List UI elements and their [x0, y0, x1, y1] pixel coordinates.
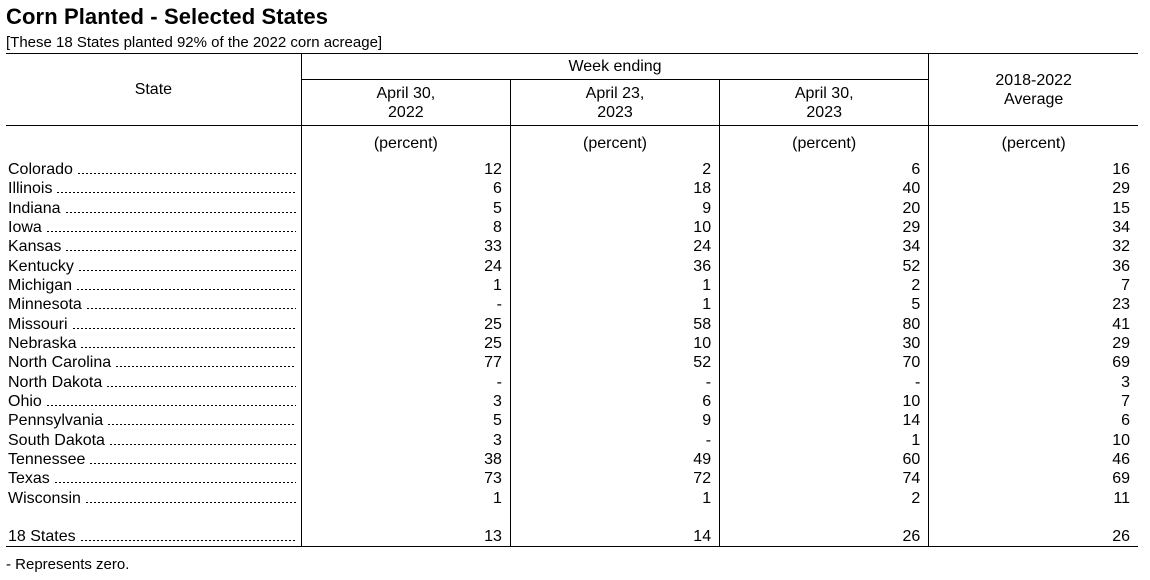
value-cell: 74 [720, 469, 929, 488]
unit-cell: (percent) [1001, 134, 1066, 152]
value-cell: 29 [1112, 335, 1130, 353]
table-row [6, 411, 1138, 430]
unit-cell: (percent) [510, 126, 719, 161]
average-header-line2: Average [1003, 90, 1064, 108]
state-label-leader [8, 334, 296, 353]
column-header-april-30-2022 [301, 80, 510, 126]
value-cell: 10 [510, 218, 719, 237]
dot-leader [56, 192, 296, 193]
value-cell: - [510, 373, 719, 392]
value-cell: 52 [510, 353, 719, 372]
dot-leader [106, 386, 296, 387]
value-cell: 14 [510, 527, 719, 547]
corn-planted-table [6, 53, 1138, 547]
state-name: Indiana [8, 199, 61, 217]
dot-leader [46, 405, 296, 406]
dot-leader [80, 347, 296, 348]
value-cell: 8 [301, 218, 510, 237]
state-cell [6, 489, 301, 508]
value-cell: 70 [720, 353, 929, 372]
state-cell [6, 392, 301, 411]
dot-leader [46, 231, 296, 232]
value-cell: 77 [301, 353, 510, 372]
state-name: Pennsylvania [8, 412, 104, 430]
table-row [6, 353, 1138, 372]
value-cell: 72 [510, 469, 719, 488]
table-row [6, 392, 1138, 411]
value-cell: 33 [301, 237, 510, 256]
column-header-april-23-2023 [510, 80, 719, 126]
table-row [6, 334, 1138, 353]
value-cell: 6 [1121, 412, 1130, 430]
value-cell: 1 [510, 295, 719, 314]
dot-leader [107, 424, 296, 425]
state-cell [6, 373, 301, 392]
state-label-leader [8, 160, 296, 179]
state-name: Wisconsin [8, 489, 81, 507]
value-cell: 1 [301, 276, 510, 295]
state-label-leader [8, 411, 296, 430]
state-cell [6, 179, 301, 198]
value-cell: 30 [720, 334, 929, 353]
state-label-leader [8, 450, 296, 469]
dot-leader [115, 366, 296, 367]
page-subtitle: [These 18 States planted 92% of the 2022 corn acreage] [6, 34, 383, 51]
dot-leader [78, 270, 296, 271]
state-name: Colorado [8, 161, 73, 179]
value-cell: 18 [510, 179, 719, 198]
value-cell: 46 [1112, 451, 1130, 469]
column-header-line2: 2023 [806, 103, 842, 121]
unit-row [6, 126, 1138, 161]
state-label-leader [8, 237, 296, 256]
table-row [6, 160, 1138, 179]
dot-leader [89, 463, 296, 464]
value-cell: 52 [720, 257, 929, 276]
state-label-leader [8, 373, 296, 392]
state-cell [6, 295, 301, 314]
column-header-line1: April 30, [376, 84, 436, 102]
state-cell [6, 450, 301, 469]
table-row [6, 276, 1138, 295]
state-label-leader [8, 179, 296, 198]
dot-leader [65, 212, 297, 213]
state-cell [6, 527, 301, 547]
table-row [6, 179, 1138, 198]
value-cell: 40 [720, 179, 929, 198]
value-cell: 26 [720, 527, 929, 547]
value-cell: 20 [720, 199, 929, 218]
table-row [6, 431, 1138, 450]
unit-cell: (percent) [301, 126, 510, 161]
state-cell [6, 160, 301, 179]
value-cell: 12 [301, 160, 510, 179]
value-cell: 16 [1112, 161, 1130, 179]
table-row [6, 469, 1138, 488]
value-cell: 3 [301, 431, 510, 450]
state-label-leader [8, 257, 296, 276]
column-header-line1: April 23, [585, 84, 645, 102]
state-cell [6, 199, 301, 218]
value-cell: - [720, 373, 929, 392]
spacer-cell [720, 508, 929, 527]
value-cell: 1 [301, 489, 510, 508]
table-row [6, 257, 1138, 276]
value-cell: 69 [1112, 354, 1130, 372]
column-header-april-30-2023 [720, 80, 929, 126]
value-cell: 58 [510, 315, 719, 334]
value-cell: 10 [510, 334, 719, 353]
value-cell: 80 [720, 315, 929, 334]
state-name: Iowa [8, 219, 42, 237]
state-label-leader [8, 469, 296, 488]
column-header-line1: April 30, [794, 84, 854, 102]
value-cell: 41 [1112, 315, 1130, 333]
value-cell: 36 [1112, 257, 1130, 275]
value-cell: - [301, 373, 510, 392]
average-header-line1: 2018-2022 [995, 71, 1072, 89]
value-cell: 1 [510, 489, 719, 508]
state-name: North Dakota [8, 373, 103, 391]
unit-cell-empty [6, 126, 301, 161]
state-name: Texas [8, 470, 50, 488]
state-label-leader [8, 315, 296, 334]
state-name: Minnesota [8, 296, 82, 314]
value-cell: 2 [720, 276, 929, 295]
state-label-leader [8, 199, 296, 218]
value-cell: 38 [301, 450, 510, 469]
value-cell: 5 [301, 199, 510, 218]
value-cell: 10 [1112, 431, 1130, 449]
value-cell: 69 [1112, 470, 1130, 488]
state-name: Kansas [8, 238, 62, 256]
value-cell: 34 [720, 237, 929, 256]
table-row [6, 199, 1138, 218]
value-cell: 24 [301, 257, 510, 276]
state-name: 18 States [8, 528, 76, 546]
state-cell [6, 276, 301, 295]
value-cell: 25 [301, 334, 510, 353]
table-row [6, 373, 1138, 392]
value-cell: 34 [1112, 219, 1130, 237]
value-cell: 23 [1112, 296, 1130, 314]
value-cell: 6 [301, 179, 510, 198]
value-cell: 9 [510, 199, 719, 218]
value-cell: 2 [720, 489, 929, 508]
value-cell: 6 [720, 160, 929, 179]
value-cell: 36 [510, 257, 719, 276]
page-title: Corn Planted - Selected States [6, 4, 329, 29]
average-column-header [929, 54, 1138, 126]
value-cell: 32 [1112, 238, 1130, 256]
spacer-cell [301, 508, 510, 527]
value-cell: 13 [301, 527, 510, 547]
value-cell: 7 [1121, 277, 1130, 295]
spacer-cell [510, 508, 719, 527]
value-cell: 6 [510, 392, 719, 411]
state-cell [6, 257, 301, 276]
footnote: - Represents zero. [6, 556, 130, 573]
value-cell: 1 [510, 276, 719, 295]
value-cell: 5 [720, 295, 929, 314]
value-cell: 3 [301, 392, 510, 411]
state-cell [6, 315, 301, 334]
value-cell: 60 [720, 450, 929, 469]
table-row [6, 450, 1138, 469]
value-cell: 2 [510, 160, 719, 179]
state-label-leader [8, 353, 296, 372]
dot-leader [76, 289, 296, 290]
column-header-line2: 2023 [597, 103, 633, 121]
state-name: South Dakota [8, 431, 105, 449]
value-cell: 49 [510, 450, 719, 469]
dot-leader [72, 328, 296, 329]
table-row [6, 237, 1138, 256]
value-cell: 29 [720, 218, 929, 237]
state-label-leader [8, 392, 296, 411]
state-name: Michigan [8, 277, 73, 295]
state-label-leader [8, 295, 296, 314]
dot-leader [54, 482, 296, 483]
state-name: Ohio [8, 393, 42, 411]
state-cell [6, 411, 301, 430]
table-row [6, 218, 1138, 237]
state-column-header: State [6, 54, 301, 126]
state-name: Tennessee [8, 451, 86, 469]
value-cell: 26 [929, 527, 1138, 547]
state-name: Nebraska [8, 335, 77, 353]
table-row [6, 489, 1138, 508]
value-cell: 1 [720, 431, 929, 450]
value-cell: 3 [1121, 373, 1130, 391]
table-row [6, 527, 1138, 547]
value-cell: - [510, 431, 719, 450]
value-cell: 5 [301, 411, 510, 430]
spacer-cell [929, 508, 1138, 527]
table-row [6, 315, 1138, 334]
state-cell [6, 469, 301, 488]
value-cell: 15 [1112, 199, 1130, 217]
state-label-leader [8, 218, 296, 237]
state-cell [6, 431, 301, 450]
state-cell [6, 334, 301, 353]
dot-leader [85, 502, 296, 503]
dot-leader [86, 308, 296, 309]
dot-leader [65, 250, 296, 251]
state-cell [6, 237, 301, 256]
spacer-cell [6, 508, 301, 527]
state-label-leader [8, 527, 296, 546]
state-label-leader [8, 276, 296, 295]
state-label-leader [8, 431, 296, 450]
value-cell: 73 [301, 469, 510, 488]
value-cell: 25 [301, 315, 510, 334]
week-ending-header: Week ending [301, 54, 929, 80]
state-name: Illinois [8, 180, 53, 198]
value-cell: 14 [720, 411, 929, 430]
state-name: Kentucky [8, 257, 74, 275]
value-cell: 10 [720, 392, 929, 411]
state-name: Missouri [8, 315, 68, 333]
state-cell [6, 353, 301, 372]
corn-planted-table-wrapper [6, 53, 1138, 547]
spacer-row [6, 508, 1138, 527]
unit-cell: (percent) [720, 126, 929, 161]
state-cell [6, 218, 301, 237]
dot-leader [109, 444, 296, 445]
state-name: North Carolina [8, 354, 112, 372]
value-cell: 9 [510, 411, 719, 430]
column-header-line2: 2022 [388, 103, 424, 121]
value-cell: 29 [1112, 180, 1130, 198]
state-label-leader [8, 489, 296, 508]
value-cell: 24 [510, 237, 719, 256]
dot-leader [80, 540, 296, 541]
value-cell: 7 [1121, 393, 1130, 411]
value-cell: - [301, 295, 510, 314]
table-row [6, 295, 1138, 314]
dot-leader [77, 173, 296, 174]
value-cell: 11 [1113, 489, 1130, 507]
